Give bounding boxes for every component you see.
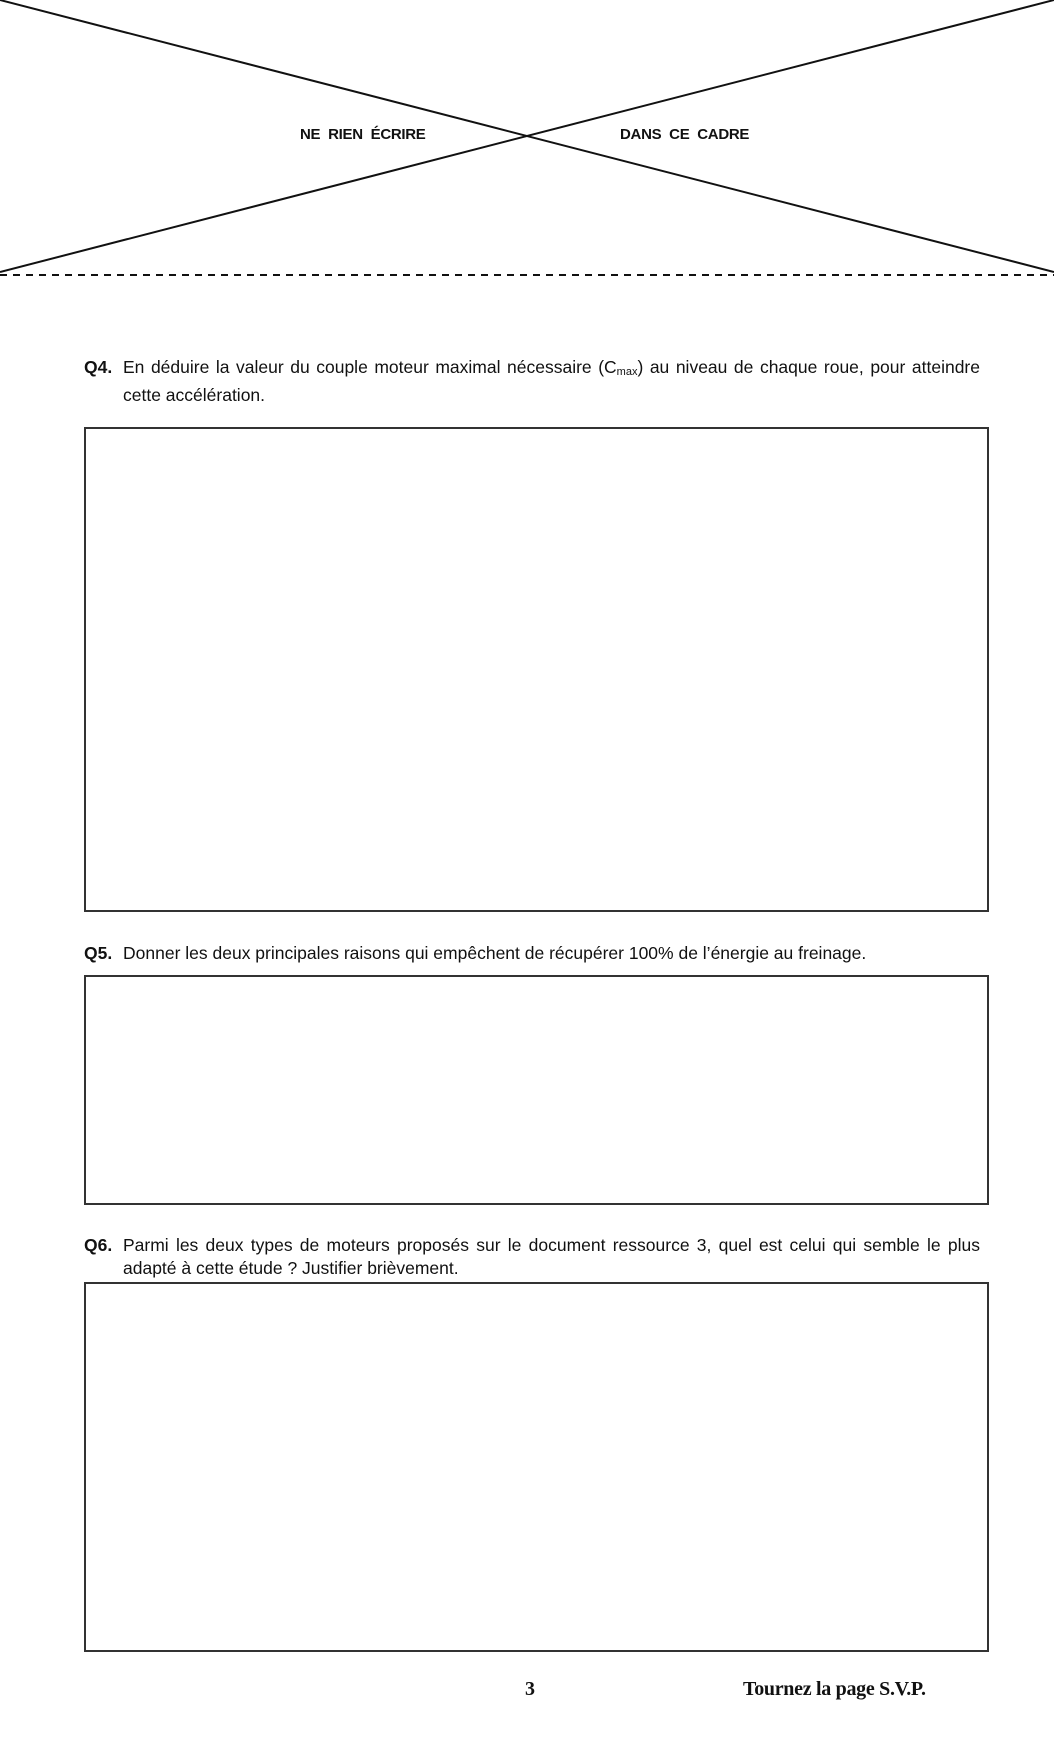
banner-left-text: NE RIEN ÉCRIRE [300, 126, 426, 143]
question-q6 [84, 1234, 980, 1280]
turn-page-note: Tournez la page S.V.P. [743, 1678, 926, 1700]
page-number: 3 [525, 1678, 535, 1700]
no-write-zone-cross [0, 0, 1054, 280]
question-q5 [84, 942, 980, 965]
question-q4 [84, 356, 980, 407]
banner-right-text: DANS CE CADRE [620, 126, 750, 143]
question-label: Q6. [84, 1235, 113, 1255]
question-label: Q5. [84, 943, 113, 963]
answer-box-q5[interactable] [84, 975, 989, 1205]
answer-box-q6[interactable] [84, 1282, 989, 1652]
subscript-max: max [616, 366, 638, 378]
question-text: Donner les deux principales raisons qui empêchent de récupérer 100% de l’énergie au freinage. [123, 943, 867, 963]
question-text: Parmi les deux types de moteurs proposés sur le document ressource 3, quel est celui qui semble le plus adapté à cette étude ? Justifier brièvement. [123, 1235, 980, 1278]
question-label: Q4. [84, 357, 113, 377]
answer-box-q4[interactable] [84, 427, 989, 912]
question-text-cont: ) au niveau de chaque roue, pour atteindre cette accélération. [123, 357, 980, 405]
question-text: En déduire la valeur du couple moteur maximal nécessaire (C [123, 357, 617, 377]
